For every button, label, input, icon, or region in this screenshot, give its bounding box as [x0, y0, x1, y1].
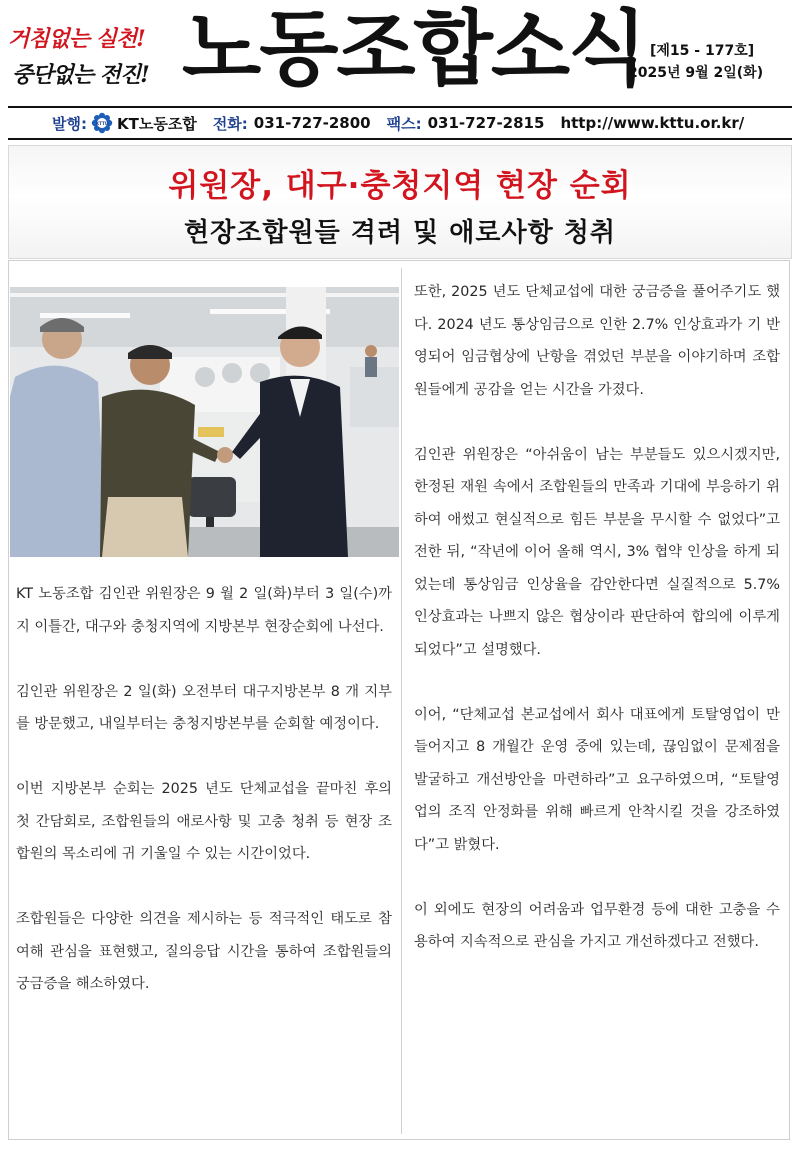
phone-label: 전화:	[212, 114, 248, 133]
article-paragraph: 김인관 위원장은 “아쉬움이 남는 부분들도 있으시겠지만, 한정된 재원 속에서 조합원들의 만족과 기대에 부응하기 위하여 애썼고 현실적으로 힘든 부분을 무시할 수 없었다”고 전한 뒤, “작년에 이어 올해 역시, 3% 협약 인상을 하게 되었는데 통상임금 인상율을 감안한다면 실질적으로 5.7% 인상효과는 나쁘지 않은 협상이라 판단하여 합의에 이루게 되었다”고 설명했다.	[414, 446, 780, 658]
slogan-line-2: 중단없는 전진!	[12, 62, 149, 88]
issue-number: [제15 - 177호]	[650, 43, 755, 59]
kttu-logo-icon	[91, 112, 113, 134]
article-paragraph: 조합원들은 다양한 의견을 제시하는 등 적극적인 태도로 참여해 관심을 표현했고, 질의응답 시간을 통하여 조합원들의 궁금증을 해소하였다.	[16, 911, 392, 992]
phone-number: 031-727-2800	[253, 114, 371, 132]
issue-date: 2025년 9월 2일(화)	[628, 65, 764, 81]
article-paragraph: 이 외에도 현장의 어려움과 업무환경 등에 대한 고충을 수용하여 지속적으로 관심을 가지고 개선하겠다고 전했다.	[414, 901, 780, 950]
website-link[interactable]: http://www.kttu.or.kr/	[560, 114, 745, 132]
subheadline: 현장조합원들 격려 및 애로사항 청취	[184, 218, 616, 248]
svg-text:KTTU: KTTU	[96, 121, 108, 126]
fax-number: 031-727-2815	[427, 114, 545, 132]
publisher-rule	[8, 138, 792, 140]
article-paragraph: KT 노동조합 김인관 위원장은 9 월 2 일(화)부터 3 일(수)까지 이틀간, 대구와 충청지역에 지방본부 현장순회에 나선다.	[16, 586, 392, 635]
masthead	[0, 0, 800, 108]
headline-box	[8, 145, 792, 259]
article-photo	[10, 287, 399, 557]
article-paragraph: 또한, 2025 년도 단체교섭에 대한 궁금증을 풀어주기도 했다. 2024 년도 통상임금으로 인한 2.7% 인상효과가 기 반영되어 임금협상에 난항을 겪었던 부분을 이야기하며 조합원들에게 공감을 얻는 시간을 가졌다.	[414, 284, 780, 398]
article-paragraph: 이어, “단체교섭 본교섭에서 회사 대표에게 토탈영업이 만들어지고 8 개월간 운영 중에 있는데, 끊임없이 문제점을 발굴하고 개선방안을 마련하라”고 요구하였으며, “토탈영업의 조직 안정화를 위해 빠르게 안착시킬 것을 강조하였다”고 밝혔다.	[414, 706, 780, 853]
publisher-label: 발행:	[52, 114, 87, 133]
newsletter-title: 노동조합소식	[182, 2, 646, 97]
article-column-left	[16, 578, 392, 1001]
article-column-right	[414, 276, 780, 959]
publisher-bar	[8, 110, 792, 136]
fax-label: 팩스:	[386, 114, 422, 133]
publisher-name: KT노동조합	[116, 114, 197, 133]
headline: 위원장, 대구·충청지역 현장 순회	[168, 168, 632, 204]
masthead-rule	[8, 106, 792, 108]
column-divider	[401, 268, 402, 1134]
slogan-line-1: 거침없는 실천!	[8, 26, 145, 52]
article-paragraph: 이번 지방본부 순회는 2025 년도 단체교섭을 끝마친 후의 첫 간담회로, 조합원들의 애로사항 및 고충 청취 등 현장 조합원의 목소리에 귀 기울일 수 있는 시간이었다.	[16, 781, 392, 862]
article-paragraph: 김인관 위원장은 2 일(화) 오전부터 대구지방본부 8 개 지부를 방문했고, 내일부터는 충청지방본부를 순회할 예정이다.	[16, 683, 392, 732]
